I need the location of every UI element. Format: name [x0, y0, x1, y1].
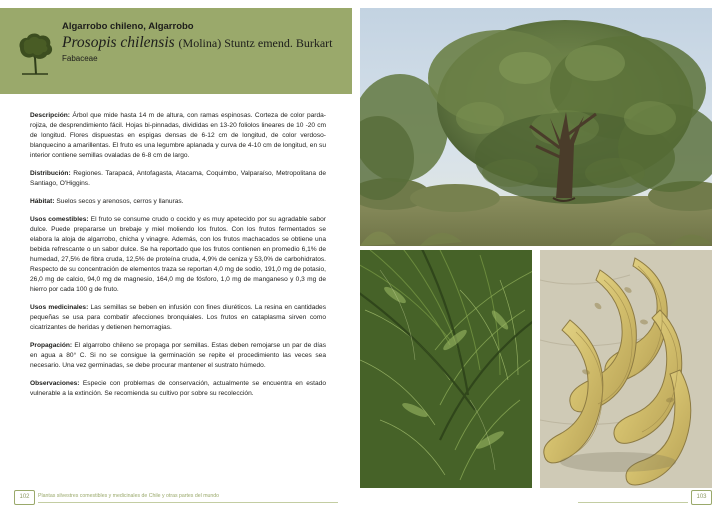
section-usos-medicinales: [30, 303, 326, 333]
scientific-name-authority: (Molina) Stuntz emend. Burkart: [178, 35, 333, 50]
section-text: El algarrobo chileno se propaga por semillas. Estas deben remojarse un par de días en agua a 80° C. Si no se consigue la germinación se repite el procedimiento las veces sea necesario. Una vez germinadas, se debe procurar mantener el sustrato húmedo.: [30, 341, 326, 369]
footer-left: [14, 490, 344, 506]
section-propagacion: [30, 341, 326, 371]
section-label: Usos medicinales:: [30, 303, 89, 311]
section-text: Árbol que mide hasta 14 m de altura, con ramas espinosas. Corteza de color parda-rojiza, de desprendimiento fácil. Hojas bi-pinnadas, divididas en 13-20 foliolos lineares de 10 -20 cm de longitud. Flores dispuestas en espigas densas de 6-12 cm de longitud, de color verdoso-blanquecino a amarillentas. El fruto es una legumbre aplanada y curva de 4-10 cm de longitud, en su interior contiene semillas ovaladas de 6-8 cm de largo.: [30, 111, 326, 159]
footer-right: [572, 490, 712, 506]
family-name: Fabaceae: [62, 54, 98, 64]
tree-icon: [14, 30, 56, 78]
section-text: Suelos secos y arenosos, cerros y llanuras.: [54, 197, 184, 205]
photo-tree-habit: [360, 8, 712, 246]
footer-divider-right: [578, 502, 688, 503]
common-name: Algarrobo chileno, Algarrobo: [62, 21, 194, 32]
section-label: Usos comestibles:: [30, 215, 89, 223]
photo-pods: [540, 250, 712, 488]
section-descripcion: [30, 111, 326, 161]
section-usos-comestibles: [30, 215, 326, 295]
section-text: El fruto se consume crudo o cocido y es muy apetecido por su agradable sabor dulce. Puede prepararse un brebaje y miel moliendo los frutos. Con los frutos fermentados se elabora la aloja de algarrobo, chicha y vinagre. Además, con los frutos machacados se obtiene una bebida refrescante o un sabor dulce. Se ha reportado que los frutos contienen en promedio 6,1% de humedad, 27,5% de fibra cruda, 12,5% de proteína cruda, 4,9% de ceniza y 53,0% de carbohidratos. Respecto de su concentración de elementos traza se reportan 4,0 mg de sodio, 191,0 mg de potasio, 26,0 mg de calcio, 94,0 mg de magnesio, 164,0 mg de fósforo, 1,0 mg de manganeso y 0,3 mg de hierro por cada 100 g de fruto.: [30, 215, 327, 293]
scientific-name-binomial: Prosopis chilensis: [62, 33, 175, 51]
section-label: Distribución:: [30, 169, 71, 177]
species-header-text: [62, 22, 347, 63]
page-number-right: 103: [691, 490, 712, 505]
section-text: Las semillas se beben en infusión con fines diuréticos. La resina en cantidades pequeñas se usa para combatir afecciones bronquiales. Los frutos en cataplasma sirven como cicatrizantes de heridas y detienen hemorragias.: [30, 303, 326, 331]
text-column: [0, 0, 352, 520]
footer-divider: [38, 502, 338, 503]
species-body-text: [30, 104, 326, 407]
section-text: Regiones. Tarapacá, Antofagasta, Atacama, Coquimbo, Valparaíso, Metropolitana de Santiago, O'Higgins.: [30, 169, 326, 187]
page-number-left: 102: [14, 490, 35, 505]
scientific-name: [62, 34, 347, 51]
section-label: Propagación:: [30, 341, 73, 349]
section-label: Observaciones:: [30, 379, 80, 387]
section-habitat: [30, 197, 326, 207]
section-distribucion: [30, 169, 326, 189]
section-text: Especie con problemas de conservación, actualmente se encuentra en estado vulnerable a la extinción. Se recomienda su cultivo por sobre su recolección.: [30, 379, 326, 397]
section-label: Descripción:: [30, 111, 70, 119]
section-label: Hábitat:: [30, 197, 55, 205]
species-header-band: [0, 8, 352, 94]
section-observaciones: [30, 379, 326, 399]
footer-caption: Plantas silvestres comestibles y medicinales de Chile y otras partes del mundo: [38, 493, 220, 499]
photo-foliage-detail: [360, 250, 532, 488]
